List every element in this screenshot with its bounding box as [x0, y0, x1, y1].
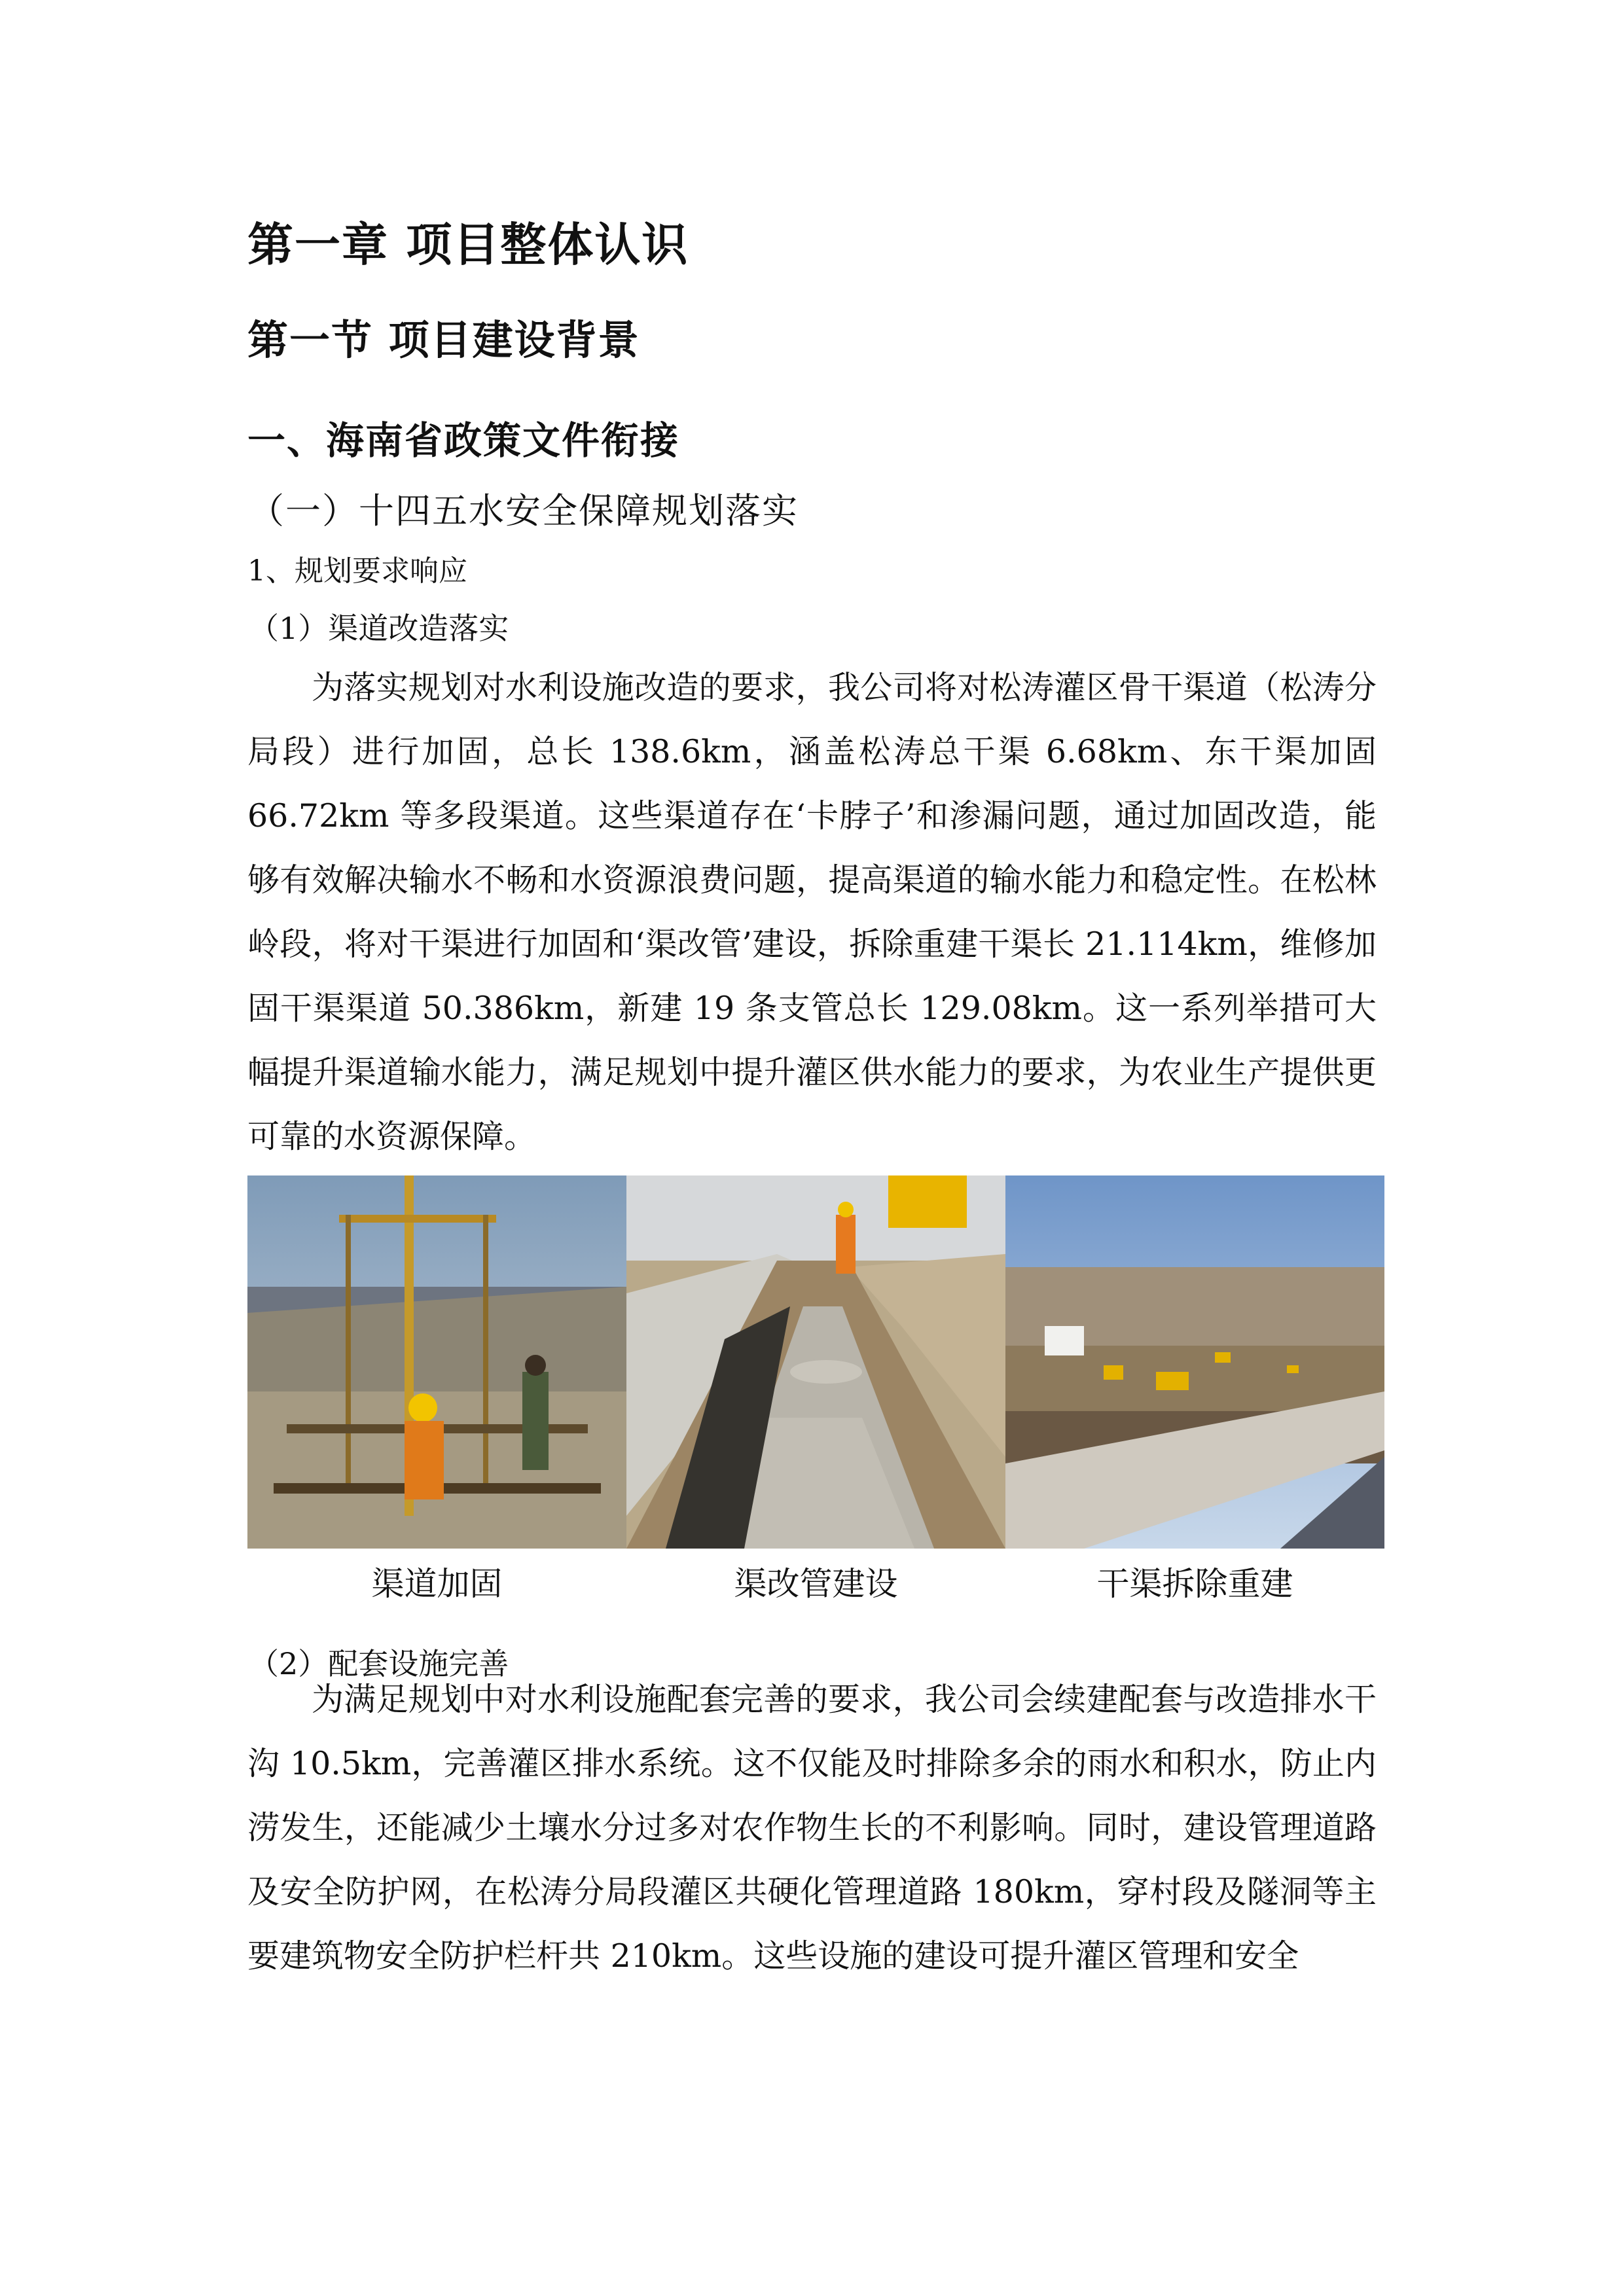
item-title: 1、规划要求响应 — [247, 554, 467, 588]
section-title: 第一节 项目建设背景 — [247, 316, 640, 364]
photo-captions — [247, 1558, 1384, 1605]
point-1-title: （1）渠道改造落实 — [249, 611, 509, 646]
photo-row — [247, 1175, 1384, 1549]
canal-to-pipe-construction-photo — [626, 1175, 1005, 1549]
point-2-title: （2）配套设施完善 — [249, 1646, 509, 1681]
chapter-title: 第一章 项目整体认识 — [247, 218, 689, 272]
main-canal-demolition-rebuild-photo — [1005, 1175, 1384, 1549]
subsection-title: 一、海南省政策文件衔接 — [247, 418, 680, 463]
point-2-paragraph: 为满足规划中对水利设施配套完善的要求，我公司会续建配套与改造排水干沟 10.5km，完善灌区排水系统。这不仅能及时排除多余的雨水和积水，防止内涝发生，还能减少土壤水分过多对农作物生长的不利影响。同时，建设管理道路及安全防护网，在松涛分局段灌区共硬化管理道路 180km，穿村段及隧洞等主要建筑物安全防护栏杆共 210km。这些设施的建设可提升灌区管理和安全 — [247, 1681, 1377, 1975]
figure-caption: 渠改管建设 — [734, 1565, 898, 1603]
canal-reinforcement-photo — [247, 1175, 626, 1549]
figure-caption: 干渠拆除重建 — [1096, 1565, 1293, 1603]
sub-subsection-title: （一）十四五水安全保障规划落实 — [249, 490, 799, 531]
figure-caption: 渠道加固 — [371, 1565, 503, 1603]
point-1-paragraph: 为落实规划对水利设施改造的要求，我公司将对松涛灌区骨干渠道（松涛分局段）进行加固，总长 138.6km，涵盖松涛总干渠 6.68km、东干渠加固 66.72km 等多段渠道。这些渠道存在‘卡脖子’和渗漏问题，通过加固改造，能够有效解决输水不畅和水资源浪费问题，提高渠道的输水能力和稳定性。在松林岭段，将对干渠进行加固和‘渠改管’建设，拆除重建干渠长 21.114km，维修加固干渠渠道 50.386km，新建 19 条支管总长 129.08km。这一系列举措可大幅提升渠道输水能力，满足规划中提升灌区供水能力的要求，为农业生产提供更可靠的水资源保障。 — [247, 669, 1377, 1155]
